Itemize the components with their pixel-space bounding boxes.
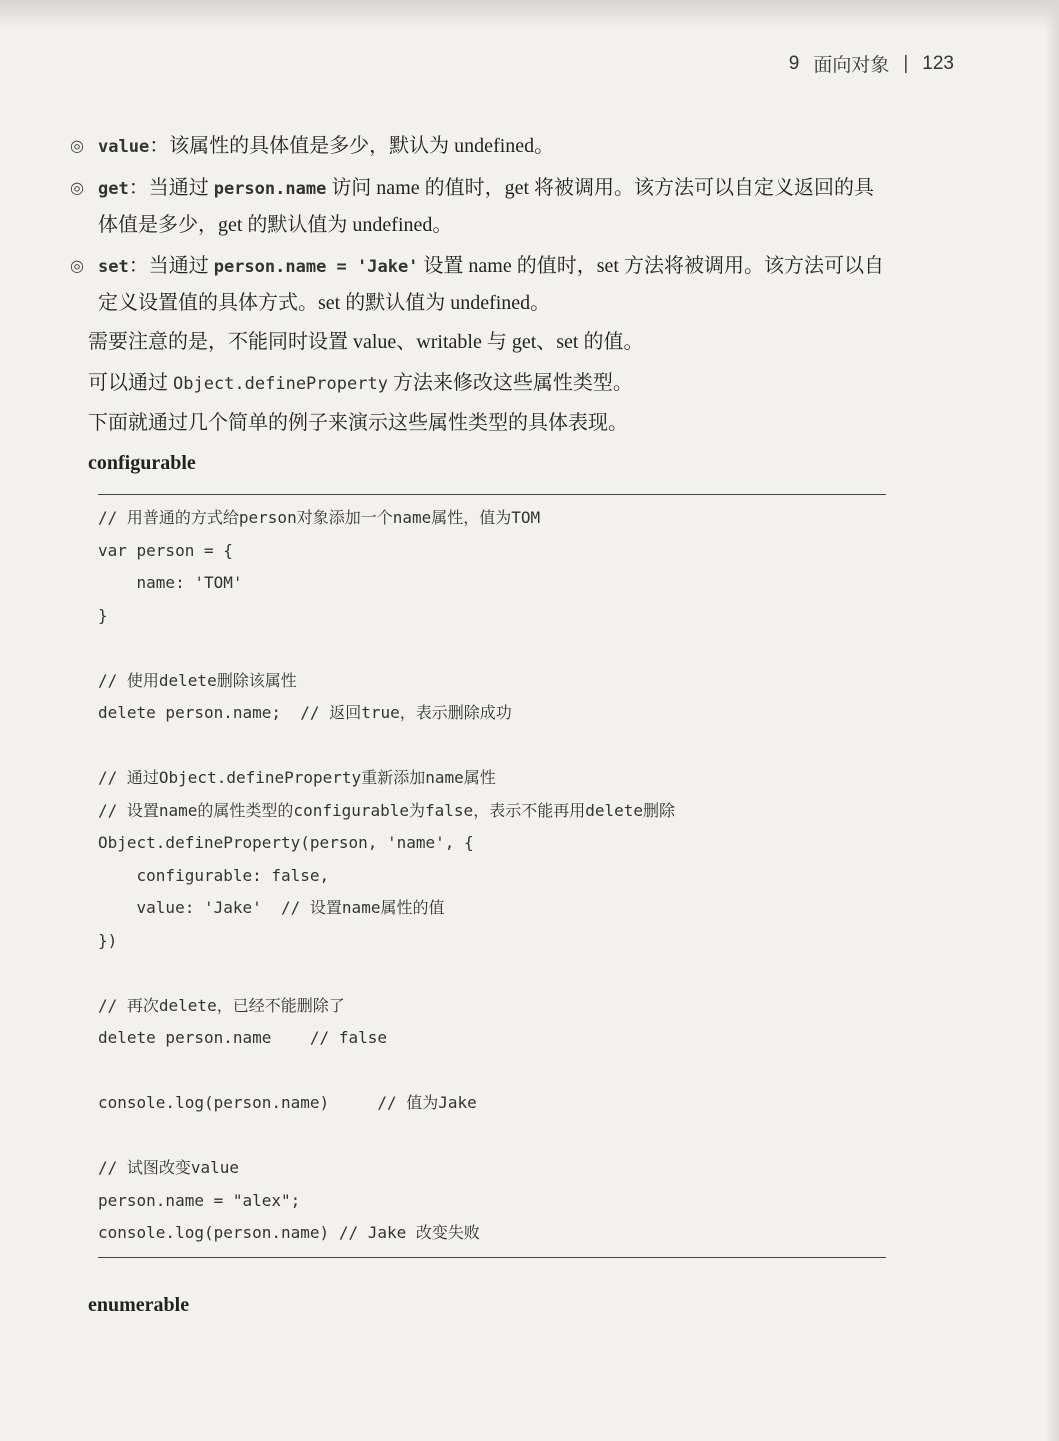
code-line: Object.defineProperty(person, 'name', { <box>98 833 474 852</box>
paragraph-intro: 下面就通过几个简单的例子来演示这些属性类型的具体表现。 <box>88 412 628 434</box>
code-block-bottom-rule <box>98 1257 886 1258</box>
code-line: // 试图改变value <box>98 1158 240 1177</box>
bullet-code: set <box>98 257 129 277</box>
code-line <box>98 730 675 763</box>
paragraph-note: 需要注意的是，不能同时设置 value、writable 与 get、set 的值。 <box>88 331 644 353</box>
code-line: // 设置name的属性类型的configurable为false，表示不能再用delete删除 <box>98 800 675 820</box>
chapter-number: 9 <box>788 52 800 74</box>
code-line: console.log(person.name) // Jake 改变失败 <box>98 1223 480 1242</box>
bullet-text: ：当通过 <box>128 177 214 199</box>
code-line: }) <box>98 930 118 950</box>
code-block-top-rule <box>98 494 886 495</box>
code-line: // 通过Object.defineProperty重新添加name属性 <box>98 768 496 787</box>
inline-code: Object.defineProperty <box>173 374 388 394</box>
code-line: person.name = "alex"; <box>98 1190 301 1210</box>
paragraph-text: 方法来修改这些属性类型。 <box>387 372 633 394</box>
section-heading-enumerable: enumerable <box>88 1294 190 1316</box>
code-line: delete person.name; // 返回true，表示删除成功 <box>98 703 512 722</box>
code-line: var person = { <box>98 540 233 560</box>
bullet-set <box>70 248 960 321</box>
code-line <box>98 957 675 990</box>
inline-code: person.name = 'Jake' <box>213 257 419 277</box>
bullet-text: 访问 name 的值时，get 将被调用。该方法可以自定义返回的具 <box>326 177 875 199</box>
bullet-code: value <box>98 137 150 157</box>
bullet-mark-icon: ◎ <box>70 256 84 275</box>
code-line <box>98 632 675 665</box>
code-line: // 使用delete删除该属性 <box>98 670 297 690</box>
section-heading-configurable: configurable <box>88 452 196 474</box>
code-line: delete person.name // false <box>98 1028 387 1047</box>
paragraph-defineproperty <box>88 368 633 399</box>
paragraph-text: 可以通过 <box>88 372 173 394</box>
code-line: configurable: false, <box>98 865 330 885</box>
bullet-text: 设置 name 的值时，set 方法将被调用。该方法可以自 <box>418 255 884 277</box>
code-line: name: 'TOM' <box>98 573 243 592</box>
header-separator: | <box>903 52 909 74</box>
bullet-text: ：当通过 <box>128 255 214 277</box>
running-header <box>789 50 954 77</box>
code-line: console.log(person.name) // 值为Jake <box>98 1093 477 1112</box>
code-line <box>98 1055 675 1088</box>
code-line: } <box>98 605 108 625</box>
bullet-get <box>70 170 960 243</box>
page-right-shadow <box>1045 0 1059 1441</box>
bullet-code: get <box>98 179 129 199</box>
inline-code: person.name <box>213 179 327 199</box>
page-top-shadow <box>0 0 1059 30</box>
bullet-text-line2: 体值是多少，get 的默认值为 undefined。 <box>98 214 453 236</box>
bullet-value <box>70 128 960 165</box>
bullet-mark-icon: ◎ <box>70 178 84 197</box>
code-line: value: 'Jake' // 设置name属性的值 <box>98 898 445 917</box>
bullet-text-line2: 定义设置值的具体方式。set 的默认值为 undefined。 <box>98 292 551 314</box>
bullet-mark-icon: ◎ <box>70 136 84 155</box>
page-number: 123 <box>922 52 954 74</box>
code-line <box>98 1120 675 1153</box>
bullet-text: ：该属性的具体值是多少，默认为 undefined。 <box>149 135 555 157</box>
code-line: // 再次delete，已经不能删除了 <box>98 995 345 1015</box>
chapter-title: 面向对象 <box>813 55 890 76</box>
code-line: // 用普通的方式给person对象添加一个name属性，值为TOM <box>98 508 541 527</box>
code-block <box>98 502 675 1250</box>
